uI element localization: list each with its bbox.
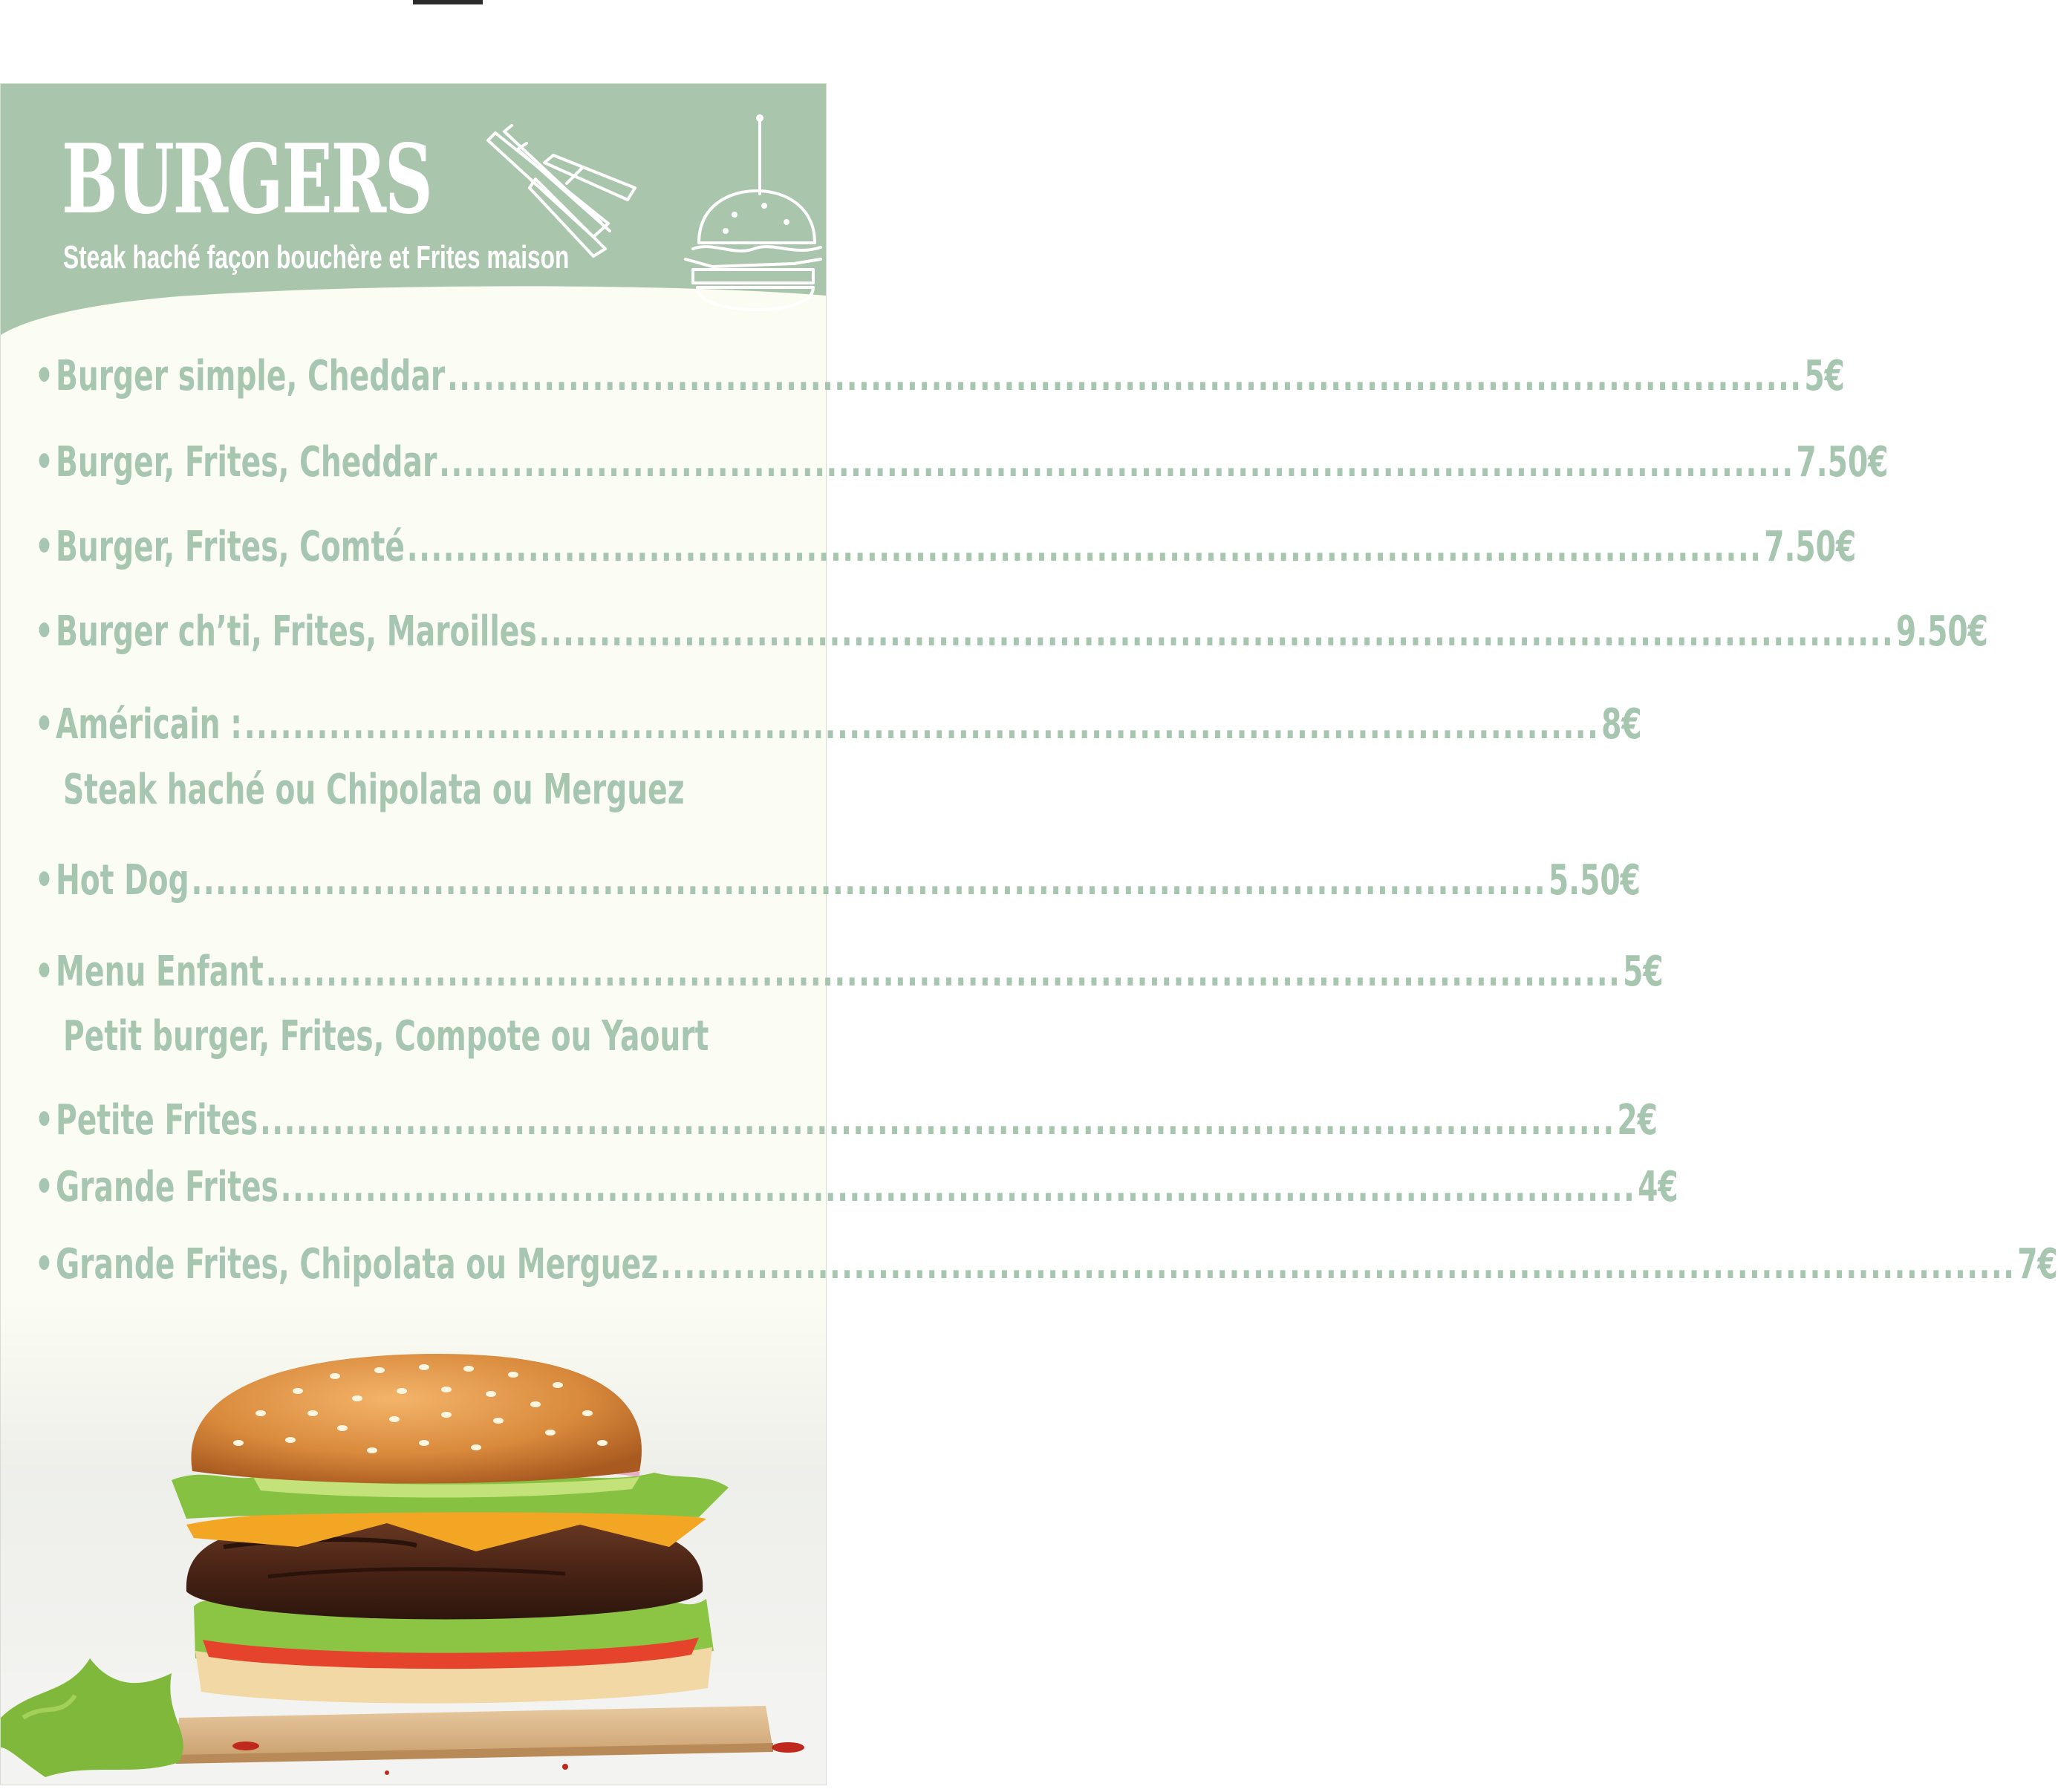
menu-card	[0, 83, 2058, 1785]
leader-dots: ................................................................................................................	[660, 1240, 2016, 1288]
bullet: •	[35, 352, 54, 400]
menu-item-grande-frites-chipolata	[35, 1239, 2058, 1291]
item-price: 4€	[1638, 1163, 1678, 1211]
bullet: •	[35, 607, 54, 656]
page-subtitle: Steak haché façon bouchère et Frites maison	[63, 239, 570, 276]
bullet: •	[35, 1096, 54, 1144]
leader-dots: ................................................................................................................	[280, 1163, 1636, 1211]
item-label: Burger ch’ti, Frites, Maroilles	[56, 607, 537, 656]
item-price: 7€	[2017, 1240, 2058, 1288]
bullet: •	[35, 700, 54, 749]
menu-item-grande-frites	[35, 1161, 1678, 1213]
item-price: 8€	[1601, 700, 1642, 749]
bullet: •	[35, 523, 54, 571]
item-price: 7.50€	[1764, 523, 1857, 571]
leader-dots: ................................................................................................................	[244, 700, 1600, 749]
item-price: 5€	[1804, 352, 1845, 400]
item-price: 7.50€	[1796, 438, 1889, 486]
leader-dots: ................................................................................................................	[191, 856, 1547, 905]
menu-item-burger-frites-comte	[35, 521, 1857, 573]
item-price: 9.50€	[1895, 607, 1988, 656]
leader-dots: ................................................................................................................	[446, 352, 1803, 400]
burger-photo	[1, 1302, 826, 1785]
item-label: Grande Frites	[56, 1163, 279, 1211]
menu-item-burger-simple	[35, 351, 1845, 403]
menu-item-petite-frites	[35, 1095, 1658, 1147]
item-label: Grande Frites, Chipolata ou Merguez	[56, 1240, 659, 1288]
leader-dots: ................................................................................................................	[265, 948, 1621, 996]
menu-items	[1, 84, 2058, 1346]
item-label: Menu Enfant	[56, 948, 264, 996]
menu-item-menu-enfant	[35, 946, 1664, 998]
menu-item-burger-chti	[35, 606, 1988, 658]
bullet: •	[35, 948, 54, 996]
item-label: Burger, Frites, Cheddar	[56, 438, 437, 486]
menu-item-hot-dog	[35, 855, 1641, 907]
item-label: Américain :	[56, 700, 242, 749]
bullet: •	[35, 438, 54, 486]
item-label: Burger, Frites, Comté	[56, 523, 405, 571]
menu-item-americain	[35, 699, 1642, 751]
leader-dots: ................................................................................................................	[259, 1096, 1615, 1144]
bullet: •	[35, 1163, 54, 1211]
item-price: 5.50€	[1548, 856, 1641, 905]
item-detail-americain	[63, 764, 776, 816]
item-detail-menu-enfant	[63, 1011, 776, 1063]
item-label: Hot Dog	[56, 856, 189, 905]
item-price: 2€	[1617, 1096, 1658, 1144]
bullet: •	[35, 856, 54, 905]
bullet: •	[35, 1240, 54, 1288]
item-label: Petite Frites	[56, 1096, 258, 1144]
leader-dots: ................................................................................................................	[439, 438, 1794, 486]
page-title: BURGERS	[62, 124, 432, 235]
item-detail-text: Petit burger, Frites, Compote ou Yaourt	[63, 1012, 709, 1060]
item-label: Burger simple, Cheddar	[56, 352, 446, 400]
leader-dots: ................................................................................................................	[406, 523, 1762, 571]
leader-dots: ................................................................................................................	[538, 607, 1895, 656]
item-price: 5€	[1623, 948, 1664, 996]
menu-item-burger-frites-cheddar	[35, 437, 1889, 489]
top-tab-bar	[413, 0, 483, 4]
item-detail-text: Steak haché ou Chipolata ou Merguez	[63, 766, 685, 814]
